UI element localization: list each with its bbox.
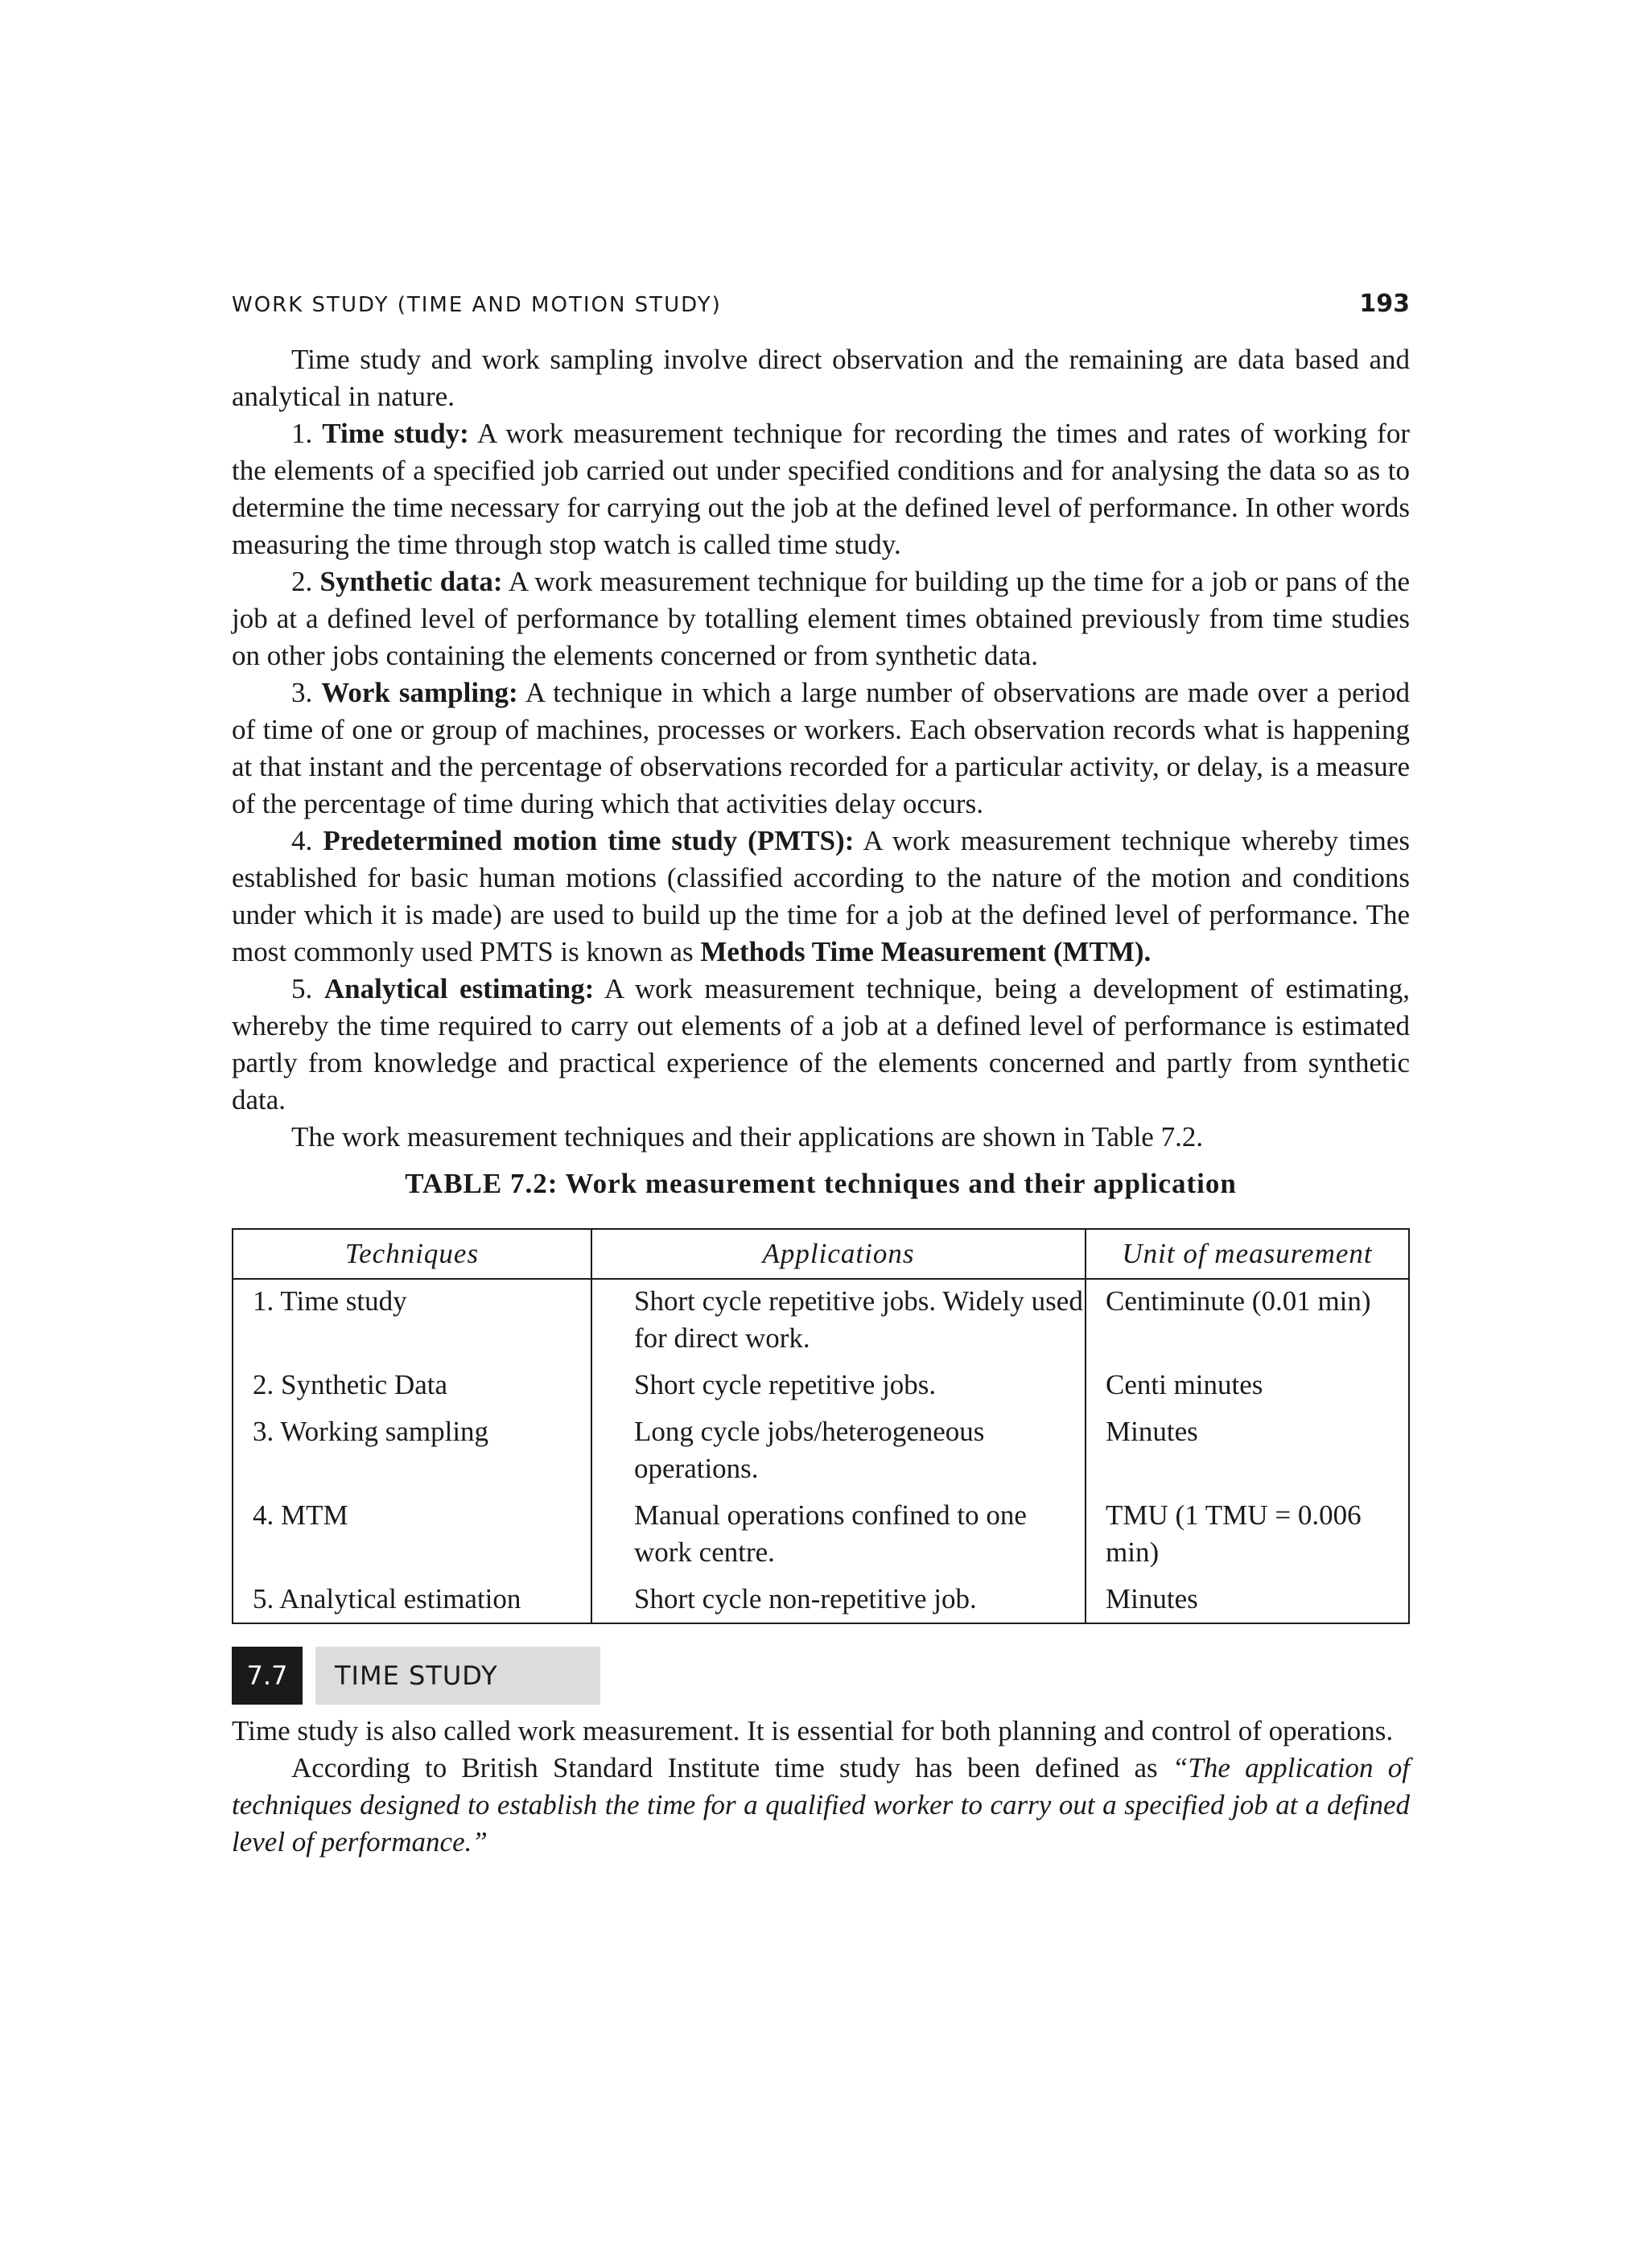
table-intro: The work measurement techniques and their applications are shown in Table 7.2. bbox=[291, 1121, 1204, 1153]
section-title: TIME STUDY bbox=[315, 1647, 600, 1705]
techniques-table bbox=[232, 1228, 1410, 1624]
item-time-study bbox=[232, 415, 1410, 563]
item-term: Predetermined motion time study (PMTS): bbox=[323, 825, 855, 856]
unit-cell: Minutes bbox=[1086, 1410, 1409, 1494]
unit-cell: Minutes bbox=[1086, 1577, 1409, 1623]
header-techniques: Techniques bbox=[233, 1229, 591, 1279]
technique-cell: 5. Analytical estimation bbox=[233, 1577, 591, 1623]
definition-lead: According to British Standard Institute time study has been defined as bbox=[291, 1752, 1158, 1783]
item-term: Work sampling: bbox=[321, 677, 518, 708]
item-number: 3. bbox=[291, 677, 313, 708]
table-row bbox=[233, 1363, 1409, 1410]
item-pmts bbox=[232, 823, 1410, 971]
definition-quote: “The application of techniques designed to establish the time for a qualified worker to carry out a specified job at a defined level of performance.” bbox=[232, 1752, 1411, 1858]
unit-cell: TMU (1 TMU = 0.006 min) bbox=[1086, 1494, 1409, 1577]
running-title: WORK STUDY (TIME AND MOTION STUDY) bbox=[232, 293, 722, 317]
item-number: 1. bbox=[291, 418, 313, 449]
application-cell: Manual operations confined to one work centre. bbox=[591, 1494, 1086, 1577]
item-term: Time study: bbox=[322, 418, 469, 449]
item-synthetic-data bbox=[232, 563, 1410, 674]
definition-paragraph bbox=[232, 1750, 1410, 1861]
header-applications: Applications bbox=[591, 1229, 1086, 1279]
item-text: A work measurement technique, being a development of estimating, whereby the time required to carry out elements of a job at a defined level of performance is estimated partly from knowledge and practical experience of the elements concerned and partly from synthetic data. bbox=[232, 973, 1411, 1115]
unit-cell: Centiminute (0.01 min) bbox=[1086, 1279, 1409, 1363]
item-text: A work measurement technique for recording the times and rates of working for the elements of a specified job carried out under specified conditions and for analysing the data so as to determine the time necessary for carrying out the job at the defined level of performance. In other words measuring the time through stop watch is called time study. bbox=[232, 418, 1410, 560]
item-text: A work measurement technique for building up the time for a job or pans of the job at a defined level of performance by totalling element times obtained previously from time studies on other jobs containing the elements concerned or from synthetic data. bbox=[232, 566, 1410, 671]
section-paragraph: Time study is also called work measurement. It is essential for both planning and control of operations. bbox=[232, 1715, 1394, 1746]
table-row bbox=[233, 1279, 1409, 1363]
item-text: A work measurement technique whereby times established for basic human motions (classified according to the nature of the motion and conditions under which it is made) are used to build up the time for a job at the defined level of performance. The most commonly used PMTS is known as bbox=[232, 825, 1410, 967]
item-analytical-estimating bbox=[232, 971, 1410, 1119]
page-number: 193 bbox=[1359, 290, 1410, 318]
header-unit: Unit of measurement bbox=[1086, 1229, 1409, 1279]
application-cell: Short cycle repetitive jobs. Widely used for direct work. bbox=[591, 1279, 1086, 1363]
table-row bbox=[233, 1577, 1409, 1623]
table-row bbox=[233, 1410, 1409, 1494]
document-page bbox=[232, 290, 1410, 1861]
application-cell: Short cycle repetitive jobs. bbox=[591, 1363, 1086, 1410]
table-caption: TABLE 7.2: Work measurement techniques and their application bbox=[405, 1168, 1237, 1199]
item-term: Analytical estimating: bbox=[323, 973, 595, 1004]
table-header-row bbox=[233, 1229, 1409, 1279]
table-row bbox=[233, 1494, 1409, 1577]
item-number: 5. bbox=[291, 973, 313, 1004]
item-bold-end: Methods Time Measurement (MTM). bbox=[700, 936, 1152, 967]
application-cell: Short cycle non-repetitive job. bbox=[591, 1577, 1086, 1623]
item-number: 2. bbox=[291, 566, 313, 597]
technique-cell: 3. Working sampling bbox=[233, 1410, 591, 1494]
application-cell: Long cycle jobs/heterogeneous operations. bbox=[591, 1410, 1086, 1494]
item-number: 4. bbox=[291, 825, 313, 856]
technique-cell: 2. Synthetic Data bbox=[233, 1363, 591, 1410]
section-heading bbox=[232, 1647, 1410, 1705]
item-text: A technique in which a large number of observations are made over a period of time of one or group of machines, processes or workers. Each observation records what is happening at that instant and the percentage of observations recorded for a particular activity, or delay, is a measure of the percentage of time during which that activities delay occurs. bbox=[232, 677, 1410, 819]
running-head bbox=[232, 290, 1410, 341]
technique-cell: 1. Time study bbox=[233, 1279, 591, 1363]
item-work-sampling bbox=[232, 674, 1410, 823]
item-term: Synthetic data: bbox=[319, 566, 503, 597]
technique-cell: 4. MTM bbox=[233, 1494, 591, 1577]
unit-cell: Centi minutes bbox=[1086, 1363, 1409, 1410]
section-number: 7.7 bbox=[232, 1647, 303, 1705]
intro-paragraph: Time study and work sampling involve direct observation and the remaining are data based and analytical in nature. bbox=[232, 344, 1410, 412]
